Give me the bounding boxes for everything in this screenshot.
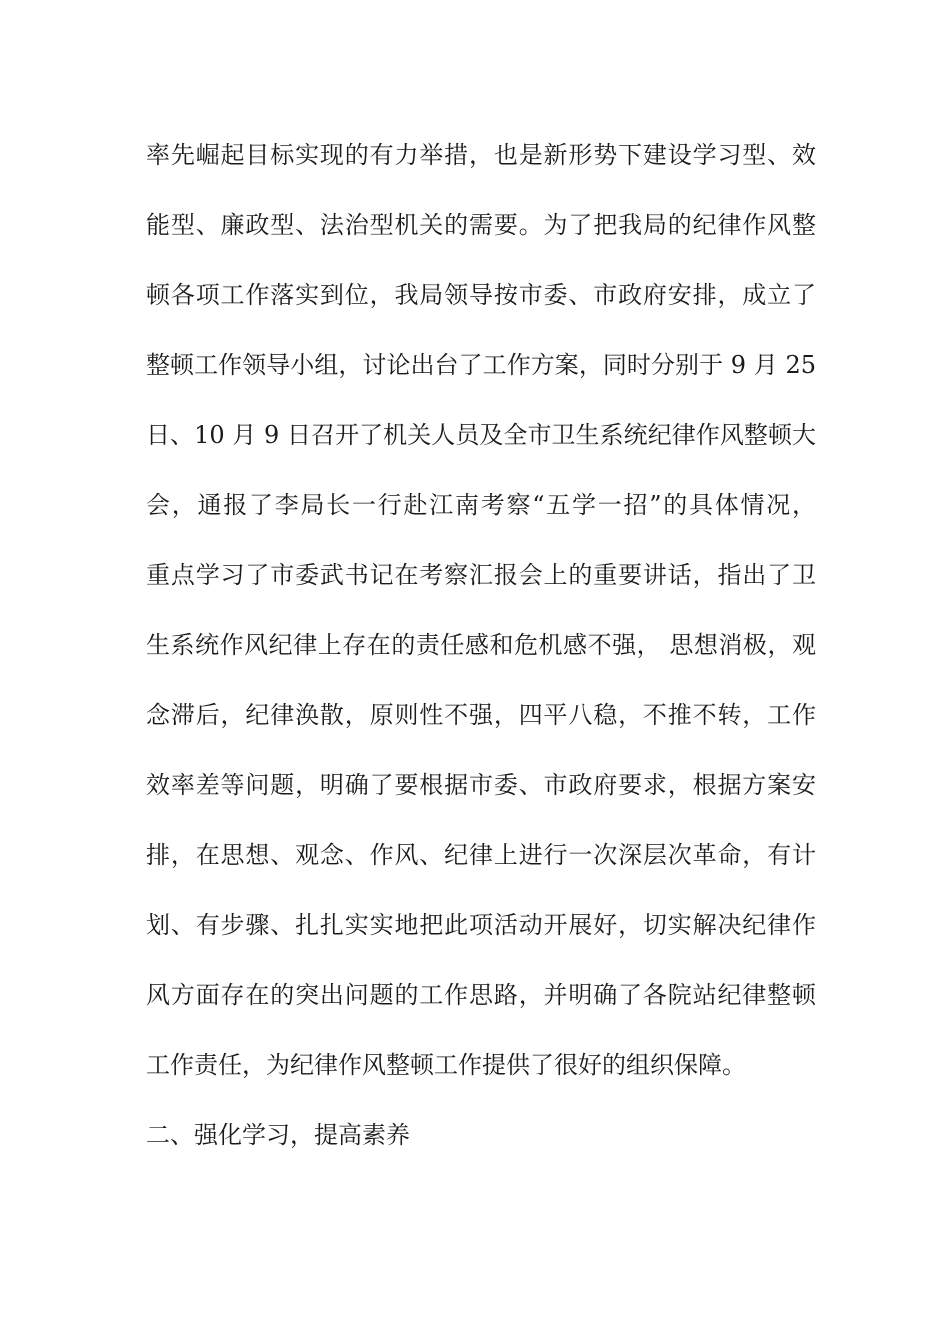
paragraph-line-5: 日、10 月 9 日召开了机关人员及全市卫生系统纪律作风整顿大 (146, 421, 816, 449)
section-heading: 二、强化学习，提高素养 (146, 1121, 410, 1149)
paragraph-line-3: 顿各项工作落实到位，我局领导按市委、市政府安排，成立了 (146, 281, 816, 309)
paragraph-line-4: 整顿工作领导小组，讨论出台了工作方案，同时分别于 9 月 25 (146, 351, 816, 379)
paragraph-line-10: 效率差等问题，明确了要根据市委、市政府要求，根据方案安 (146, 771, 816, 799)
paragraph-line-7: 重点学习了市委武书记在考察汇报会上的重要讲话，指出了卫 (146, 561, 816, 589)
paragraph-line-11: 排，在思想、观念、作风、纪律上进行一次深层次革命，有计 (146, 841, 816, 869)
paragraph-line-12: 划、有步骤、扎扎实实地把此项活动开展好，切实解决纪律作 (146, 911, 816, 939)
paragraph-line-13: 风方面存在的突出问题的工作思路，并明确了各院站纪律整顿 (146, 981, 816, 1009)
paragraph-line-9: 念滞后，纪律涣散，原则性不强，四平八稳，不推不转，工作 (146, 701, 816, 729)
paragraph-line-14: 工作责任，为纪律作风整顿工作提供了很好的组织保障。 (146, 1051, 746, 1079)
paragraph-line-6: 会，通报了李局长一行赴江南考察“五学一招”的具体情况， (146, 491, 816, 519)
paragraph-line-8: 生系统作风纪律上存在的责任感和危机感不强， 思想消极，观 (146, 631, 816, 659)
paragraph-line-2: 能型、廉政型、法治型机关的需要。为了把我局的纪律作风整 (146, 211, 816, 239)
paragraph-line-1: 率先崛起目标实现的有力举措，也是新形势下建设学习型、效 (146, 141, 816, 169)
